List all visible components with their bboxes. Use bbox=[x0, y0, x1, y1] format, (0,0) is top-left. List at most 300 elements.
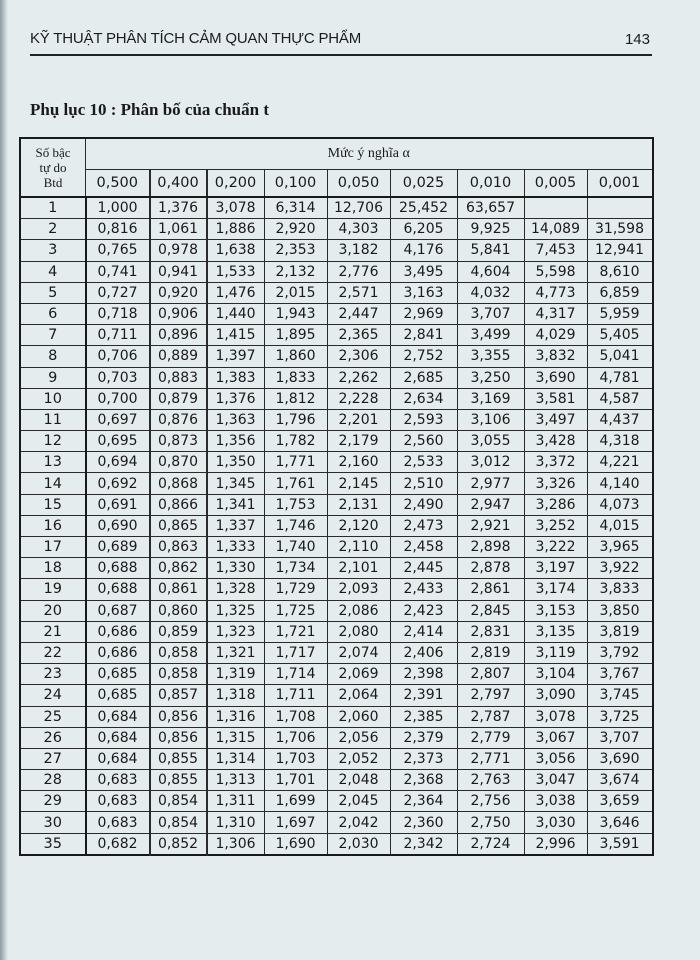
critical-value-cell: 0,855 bbox=[150, 748, 207, 769]
critical-value-cell: 1,315 bbox=[207, 727, 265, 748]
critical-value-cell: 5,041 bbox=[587, 346, 653, 367]
critical-value-cell: 1,306 bbox=[207, 833, 265, 855]
critical-value-cell: 0,852 bbox=[150, 833, 207, 855]
critical-value-cell: 0,685 bbox=[86, 664, 150, 685]
critical-value-cell: 0,700 bbox=[86, 388, 150, 409]
critical-value-cell: 0,854 bbox=[150, 791, 207, 812]
critical-value-cell: 2,228 bbox=[327, 388, 390, 409]
critical-value-cell: 2,752 bbox=[390, 346, 457, 367]
table-row bbox=[20, 197, 653, 219]
table-row bbox=[20, 833, 653, 855]
critical-value-cell: 3,030 bbox=[524, 812, 587, 833]
critical-value-cell: 0,861 bbox=[150, 579, 207, 600]
critical-value-cell: 1,061 bbox=[150, 219, 207, 240]
critical-value-cell: 0,711 bbox=[86, 325, 150, 346]
critical-value-cell: 3,792 bbox=[587, 642, 653, 663]
critical-value-cell: 0,706 bbox=[86, 346, 150, 367]
critical-value-cell: 9,925 bbox=[457, 219, 524, 240]
df-cell: 15 bbox=[20, 494, 86, 515]
critical-value-cell: 1,323 bbox=[207, 621, 265, 642]
critical-value-cell: 2,379 bbox=[390, 727, 457, 748]
critical-value-cell: 0,684 bbox=[86, 748, 150, 769]
critical-value-cell: 4,437 bbox=[587, 409, 653, 430]
df-cell: 25 bbox=[20, 706, 86, 727]
critical-value-cell: 5,598 bbox=[524, 261, 587, 282]
critical-value-cell: 3,707 bbox=[587, 727, 653, 748]
table-row bbox=[20, 452, 653, 473]
df-cell: 17 bbox=[20, 537, 86, 558]
critical-value-cell: 1,337 bbox=[207, 515, 265, 536]
critical-value-cell: 1,356 bbox=[207, 431, 265, 452]
critical-value-cell: 0,685 bbox=[86, 685, 150, 706]
critical-value-cell: 3,690 bbox=[524, 367, 587, 388]
df-cell: 18 bbox=[20, 558, 86, 579]
table-row bbox=[20, 325, 653, 346]
df-cell: 1 bbox=[20, 197, 86, 219]
df-cell: 2 bbox=[20, 219, 86, 240]
critical-value-cell: 2,841 bbox=[390, 325, 457, 346]
df-cell: 10 bbox=[20, 388, 86, 409]
table-body bbox=[20, 197, 653, 855]
critical-value-cell: 4,176 bbox=[390, 240, 457, 261]
appendix-title: Phụ lục 10 : Phân bố của chuẩn t bbox=[30, 100, 269, 119]
critical-value-cell: 0,868 bbox=[150, 473, 207, 494]
critical-value-cell: 3,581 bbox=[524, 388, 587, 409]
critical-value-cell: 3,250 bbox=[457, 367, 524, 388]
table-row bbox=[20, 558, 653, 579]
table-row bbox=[20, 473, 653, 494]
critical-value-cell: 1,311 bbox=[207, 791, 265, 812]
critical-value-cell: 0,920 bbox=[150, 282, 207, 303]
critical-value-cell: 3,850 bbox=[587, 600, 653, 621]
critical-value-cell: 0,863 bbox=[150, 537, 207, 558]
critical-value-cell: 0,860 bbox=[150, 600, 207, 621]
critical-value-cell: 0,690 bbox=[86, 515, 150, 536]
df-cell: 27 bbox=[20, 748, 86, 769]
critical-value-cell: 6,859 bbox=[587, 282, 653, 303]
critical-value-cell: 2,101 bbox=[327, 558, 390, 579]
critical-value-cell: 2,132 bbox=[264, 261, 327, 282]
critical-value-cell: 3,707 bbox=[457, 303, 524, 324]
critical-value-cell: 3,197 bbox=[524, 558, 587, 579]
critical-value-cell: 1,319 bbox=[207, 664, 265, 685]
critical-value-cell: 3,690 bbox=[587, 748, 653, 769]
critical-value-cell: 4,773 bbox=[524, 282, 587, 303]
df-cell: 13 bbox=[20, 452, 86, 473]
critical-value-cell: 2,533 bbox=[390, 452, 457, 473]
critical-value-cell: 2,048 bbox=[327, 770, 390, 791]
critical-value-cell: 3,659 bbox=[587, 791, 653, 812]
critical-value-cell: 3,056 bbox=[524, 748, 587, 769]
critical-value-cell: 0,873 bbox=[150, 431, 207, 452]
critical-value-cell: 1,415 bbox=[207, 325, 265, 346]
critical-value-cell: 2,510 bbox=[390, 473, 457, 494]
critical-value-cell: 1,703 bbox=[264, 748, 327, 769]
critical-value-cell: 0,684 bbox=[86, 706, 150, 727]
critical-value-cell: 1,690 bbox=[264, 833, 327, 855]
critical-value-cell: 2,724 bbox=[457, 833, 524, 855]
critical-value-cell: 1,706 bbox=[264, 727, 327, 748]
critical-value-cell: 0,741 bbox=[86, 261, 150, 282]
critical-value-cell: 1,812 bbox=[264, 388, 327, 409]
df-cell: 12 bbox=[20, 431, 86, 452]
df-cell: 19 bbox=[20, 579, 86, 600]
table-row bbox=[20, 346, 653, 367]
df-cell: 35 bbox=[20, 833, 86, 855]
df-header-line: Số bậc bbox=[35, 145, 71, 160]
critical-value-cell: 0,870 bbox=[150, 452, 207, 473]
critical-value-cell: 3,135 bbox=[524, 621, 587, 642]
table-row bbox=[20, 748, 653, 769]
critical-value-cell: 0,856 bbox=[150, 706, 207, 727]
critical-value-cell: 1,796 bbox=[264, 409, 327, 430]
critical-value-cell: 0,692 bbox=[86, 473, 150, 494]
critical-value-cell: 0,896 bbox=[150, 325, 207, 346]
df-cell: 20 bbox=[20, 600, 86, 621]
critical-value-cell: 1,697 bbox=[264, 812, 327, 833]
df-cell: 11 bbox=[20, 409, 86, 430]
critical-value-cell: 2,787 bbox=[457, 706, 524, 727]
critical-value-cell: 2,977 bbox=[457, 473, 524, 494]
critical-value-cell: 12,706 bbox=[327, 197, 390, 219]
critical-value-cell: 3,833 bbox=[587, 579, 653, 600]
critical-value-cell: 3,767 bbox=[587, 664, 653, 685]
critical-value-cell: 0,718 bbox=[86, 303, 150, 324]
critical-value-cell: 2,385 bbox=[390, 706, 457, 727]
critical-value-cell: 0,858 bbox=[150, 642, 207, 663]
critical-value-cell: 1,886 bbox=[207, 219, 265, 240]
critical-value-cell: 25,452 bbox=[390, 197, 457, 219]
critical-value-cell: 2,015 bbox=[264, 282, 327, 303]
alpha-level-header: 0,001 bbox=[587, 170, 653, 198]
critical-value-cell: 0,689 bbox=[86, 537, 150, 558]
df-cell: 22 bbox=[20, 642, 86, 663]
t-distribution-table bbox=[19, 137, 654, 856]
critical-value-cell: 2,080 bbox=[327, 621, 390, 642]
critical-value-cell: 3,646 bbox=[587, 812, 653, 833]
critical-value-cell: 0,889 bbox=[150, 346, 207, 367]
critical-value-cell: 1,321 bbox=[207, 642, 265, 663]
critical-value-cell: 3,067 bbox=[524, 727, 587, 748]
critical-value-cell: 1,895 bbox=[264, 325, 327, 346]
table-row bbox=[20, 664, 653, 685]
critical-value-cell: 0,857 bbox=[150, 685, 207, 706]
table-row bbox=[20, 537, 653, 558]
critical-value-cell: 1,729 bbox=[264, 579, 327, 600]
critical-value-cell: 5,841 bbox=[457, 240, 524, 261]
critical-value-cell: 3,819 bbox=[587, 621, 653, 642]
critical-value-cell: 2,069 bbox=[327, 664, 390, 685]
critical-value-cell: 1,753 bbox=[264, 494, 327, 515]
critical-value-cell: 2,593 bbox=[390, 409, 457, 430]
critical-value-cell: 1,310 bbox=[207, 812, 265, 833]
table-row bbox=[20, 494, 653, 515]
alpha-level-header: 0,500 bbox=[86, 170, 150, 198]
critical-value-cell: 0,683 bbox=[86, 791, 150, 812]
critical-value-cell: 4,015 bbox=[587, 515, 653, 536]
critical-value-cell: 4,303 bbox=[327, 219, 390, 240]
critical-value-cell: 3,163 bbox=[390, 282, 457, 303]
table-row bbox=[20, 642, 653, 663]
critical-value-cell: 2,969 bbox=[390, 303, 457, 324]
critical-value-cell: 0,854 bbox=[150, 812, 207, 833]
critical-value-cell: 3,047 bbox=[524, 770, 587, 791]
critical-value-cell: 2,423 bbox=[390, 600, 457, 621]
critical-value-cell: 2,921 bbox=[457, 515, 524, 536]
table-row bbox=[20, 706, 653, 727]
critical-value-cell: 4,587 bbox=[587, 388, 653, 409]
critical-value-cell: 3,428 bbox=[524, 431, 587, 452]
critical-value-cell: 1,376 bbox=[150, 197, 207, 219]
critical-value-cell: 0,683 bbox=[86, 770, 150, 791]
critical-value-cell: 2,391 bbox=[390, 685, 457, 706]
running-header bbox=[30, 28, 652, 56]
df-cell: 9 bbox=[20, 367, 86, 388]
critical-value-cell: 0,694 bbox=[86, 452, 150, 473]
critical-value-cell: 1,476 bbox=[207, 282, 265, 303]
critical-value-cell: 1,638 bbox=[207, 240, 265, 261]
alpha-level-header: 0,200 bbox=[207, 170, 265, 198]
critical-value-cell: 1,833 bbox=[264, 367, 327, 388]
critical-value-cell: 2,060 bbox=[327, 706, 390, 727]
df-cell: 8 bbox=[20, 346, 86, 367]
critical-value-cell: 2,064 bbox=[327, 685, 390, 706]
critical-value-cell: 1,316 bbox=[207, 706, 265, 727]
df-cell: 24 bbox=[20, 685, 86, 706]
table-row bbox=[20, 219, 653, 240]
critical-value-cell: 0,859 bbox=[150, 621, 207, 642]
table-row bbox=[20, 515, 653, 536]
critical-value-cell: 3,326 bbox=[524, 473, 587, 494]
alpha-level-header: 0,050 bbox=[327, 170, 390, 198]
critical-value-cell: 3,745 bbox=[587, 685, 653, 706]
critical-value-cell: 2,364 bbox=[390, 791, 457, 812]
df-cell: 29 bbox=[20, 791, 86, 812]
critical-value-cell: 4,318 bbox=[587, 431, 653, 452]
critical-value-cell: 1,771 bbox=[264, 452, 327, 473]
critical-value-cell: 6,314 bbox=[264, 197, 327, 219]
critical-value-cell: 3,355 bbox=[457, 346, 524, 367]
table-header-row bbox=[20, 138, 653, 170]
critical-value-cell: 2,160 bbox=[327, 452, 390, 473]
critical-value-cell: 2,365 bbox=[327, 325, 390, 346]
table-row bbox=[20, 240, 653, 261]
critical-value-cell: 0,865 bbox=[150, 515, 207, 536]
critical-value-cell: 2,807 bbox=[457, 664, 524, 685]
table-row bbox=[20, 431, 653, 452]
critical-value-cell: 1,350 bbox=[207, 452, 265, 473]
critical-value-cell: 3,012 bbox=[457, 452, 524, 473]
critical-value-cell: 0,858 bbox=[150, 664, 207, 685]
running-title: KỸ THUẬT PHÂN TÍCH CẢM QUAN THỰC PHẨM bbox=[30, 30, 362, 47]
critical-value-cell: 1,721 bbox=[264, 621, 327, 642]
df-cell: 7 bbox=[20, 325, 86, 346]
critical-value-cell: 1,318 bbox=[207, 685, 265, 706]
df-cell: 14 bbox=[20, 473, 86, 494]
critical-value-cell: 2,201 bbox=[327, 409, 390, 430]
critical-value-cell: 3,252 bbox=[524, 515, 587, 536]
df-cell: 26 bbox=[20, 727, 86, 748]
critical-value-cell: 0,695 bbox=[86, 431, 150, 452]
critical-value-cell: 1,376 bbox=[207, 388, 265, 409]
critical-value-cell: 0,688 bbox=[86, 579, 150, 600]
critical-value-cell: 1,734 bbox=[264, 558, 327, 579]
df-cell: 6 bbox=[20, 303, 86, 324]
critical-value-cell bbox=[587, 197, 653, 219]
critical-value-cell: 1,313 bbox=[207, 770, 265, 791]
critical-value-cell: 3,832 bbox=[524, 346, 587, 367]
critical-value-cell: 4,221 bbox=[587, 452, 653, 473]
critical-value-cell: 12,941 bbox=[587, 240, 653, 261]
df-cell: 16 bbox=[20, 515, 86, 536]
critical-value-cell: 3,965 bbox=[587, 537, 653, 558]
critical-value-cell: 2,179 bbox=[327, 431, 390, 452]
critical-value-cell: 2,030 bbox=[327, 833, 390, 855]
critical-value-cell: 1,325 bbox=[207, 600, 265, 621]
critical-value-cell: 0,687 bbox=[86, 600, 150, 621]
df-cell: 30 bbox=[20, 812, 86, 833]
critical-value-cell: 2,898 bbox=[457, 537, 524, 558]
critical-value-cell: 1,943 bbox=[264, 303, 327, 324]
critical-value-cell: 1,533 bbox=[207, 261, 265, 282]
critical-value-cell: 0,941 bbox=[150, 261, 207, 282]
alpha-level-header: 0,010 bbox=[457, 170, 524, 198]
critical-value-cell: 1,714 bbox=[264, 664, 327, 685]
alpha-level-header: 0,400 bbox=[150, 170, 207, 198]
df-cell: 28 bbox=[20, 770, 86, 791]
critical-value-cell: 7,453 bbox=[524, 240, 587, 261]
table-row bbox=[20, 303, 653, 324]
critical-value-cell: 4,029 bbox=[524, 325, 587, 346]
alpha-level-header: 0,005 bbox=[524, 170, 587, 198]
critical-value-cell: 1,333 bbox=[207, 537, 265, 558]
critical-value-cell: 1,740 bbox=[264, 537, 327, 558]
critical-value-cell: 2,878 bbox=[457, 558, 524, 579]
critical-value-cell: 1,341 bbox=[207, 494, 265, 515]
critical-value-cell: 2,776 bbox=[327, 261, 390, 282]
critical-value-cell: 1,711 bbox=[264, 685, 327, 706]
df-header-line: Btd bbox=[43, 175, 63, 190]
df-cell: 21 bbox=[20, 621, 86, 642]
critical-value-cell: 2,560 bbox=[390, 431, 457, 452]
critical-value-cell: 3,106 bbox=[457, 409, 524, 430]
critical-value-cell: 2,353 bbox=[264, 240, 327, 261]
critical-value-cell: 3,591 bbox=[587, 833, 653, 855]
table-row bbox=[20, 621, 653, 642]
critical-value-cell: 4,073 bbox=[587, 494, 653, 515]
table-row bbox=[20, 770, 653, 791]
critical-value-cell: 2,398 bbox=[390, 664, 457, 685]
critical-value-cell: 1,782 bbox=[264, 431, 327, 452]
critical-value-cell: 1,701 bbox=[264, 770, 327, 791]
critical-value-cell: 0,906 bbox=[150, 303, 207, 324]
critical-value-cell: 0,684 bbox=[86, 727, 150, 748]
critical-value-cell: 2,074 bbox=[327, 642, 390, 663]
critical-value-cell: 3,922 bbox=[587, 558, 653, 579]
critical-value-cell: 1,725 bbox=[264, 600, 327, 621]
critical-value-cell: 3,078 bbox=[524, 706, 587, 727]
critical-value-cell bbox=[524, 197, 587, 219]
critical-value-cell: 0,816 bbox=[86, 219, 150, 240]
critical-value-cell: 0,862 bbox=[150, 558, 207, 579]
critical-value-cell: 0,697 bbox=[86, 409, 150, 430]
critical-value-cell: 2,685 bbox=[390, 367, 457, 388]
critical-value-cell: 0,682 bbox=[86, 833, 150, 855]
critical-value-cell: 1,440 bbox=[207, 303, 265, 324]
critical-value-cell: 2,306 bbox=[327, 346, 390, 367]
critical-value-cell: 1,746 bbox=[264, 515, 327, 536]
critical-value-cell: 6,205 bbox=[390, 219, 457, 240]
critical-value-cell: 63,657 bbox=[457, 197, 524, 219]
critical-value-cell: 1,328 bbox=[207, 579, 265, 600]
alpha-level-header: 0,100 bbox=[264, 170, 327, 198]
critical-value-cell: 3,174 bbox=[524, 579, 587, 600]
critical-value-cell: 2,086 bbox=[327, 600, 390, 621]
critical-value-cell: 3,104 bbox=[524, 664, 587, 685]
page-number: 143 bbox=[624, 31, 650, 48]
critical-value-cell: 4,604 bbox=[457, 261, 524, 282]
critical-value-cell: 1,397 bbox=[207, 346, 265, 367]
critical-value-cell: 2,771 bbox=[457, 748, 524, 769]
critical-value-cell: 3,078 bbox=[207, 197, 265, 219]
critical-value-cell: 1,860 bbox=[264, 346, 327, 367]
critical-value-cell: 31,598 bbox=[587, 219, 653, 240]
critical-value-cell: 4,781 bbox=[587, 367, 653, 388]
critical-value-cell: 3,055 bbox=[457, 431, 524, 452]
critical-value-cell: 2,342 bbox=[390, 833, 457, 855]
critical-value-cell: 0,683 bbox=[86, 812, 150, 833]
page-edge-shadow bbox=[0, 0, 8, 960]
critical-value-cell: 1,708 bbox=[264, 706, 327, 727]
critical-value-cell: 2,473 bbox=[390, 515, 457, 536]
df-cell: 5 bbox=[20, 282, 86, 303]
critical-value-cell: 2,490 bbox=[390, 494, 457, 515]
critical-value-cell: 3,222 bbox=[524, 537, 587, 558]
critical-value-cell: 5,959 bbox=[587, 303, 653, 324]
table-row bbox=[20, 812, 653, 833]
critical-value-cell: 0,691 bbox=[86, 494, 150, 515]
critical-value-cell: 2,120 bbox=[327, 515, 390, 536]
critical-value-cell: 1,345 bbox=[207, 473, 265, 494]
critical-value-cell: 3,038 bbox=[524, 791, 587, 812]
critical-value-cell: 3,119 bbox=[524, 642, 587, 663]
critical-value-cell: 0,978 bbox=[150, 240, 207, 261]
critical-value-cell: 2,368 bbox=[390, 770, 457, 791]
critical-value-cell: 8,610 bbox=[587, 261, 653, 282]
critical-value-cell: 2,797 bbox=[457, 685, 524, 706]
critical-value-cell: 2,373 bbox=[390, 748, 457, 769]
df-header-line: tự do bbox=[39, 160, 67, 175]
critical-value-cell: 3,725 bbox=[587, 706, 653, 727]
critical-value-cell: 0,686 bbox=[86, 642, 150, 663]
critical-value-cell: 3,497 bbox=[524, 409, 587, 430]
critical-value-cell: 0,727 bbox=[86, 282, 150, 303]
critical-value-cell: 2,458 bbox=[390, 537, 457, 558]
critical-value-cell: 4,140 bbox=[587, 473, 653, 494]
critical-value-cell: 2,571 bbox=[327, 282, 390, 303]
df-cell: 23 bbox=[20, 664, 86, 685]
alpha-levels-row bbox=[20, 170, 653, 198]
critical-value-cell: 2,920 bbox=[264, 219, 327, 240]
critical-value-cell: 2,360 bbox=[390, 812, 457, 833]
critical-value-cell: 3,286 bbox=[524, 494, 587, 515]
critical-value-cell: 2,110 bbox=[327, 537, 390, 558]
critical-value-cell: 2,750 bbox=[457, 812, 524, 833]
critical-value-cell: 0,883 bbox=[150, 367, 207, 388]
critical-value-cell: 4,032 bbox=[457, 282, 524, 303]
critical-value-cell: 2,845 bbox=[457, 600, 524, 621]
critical-value-cell: 3,169 bbox=[457, 388, 524, 409]
